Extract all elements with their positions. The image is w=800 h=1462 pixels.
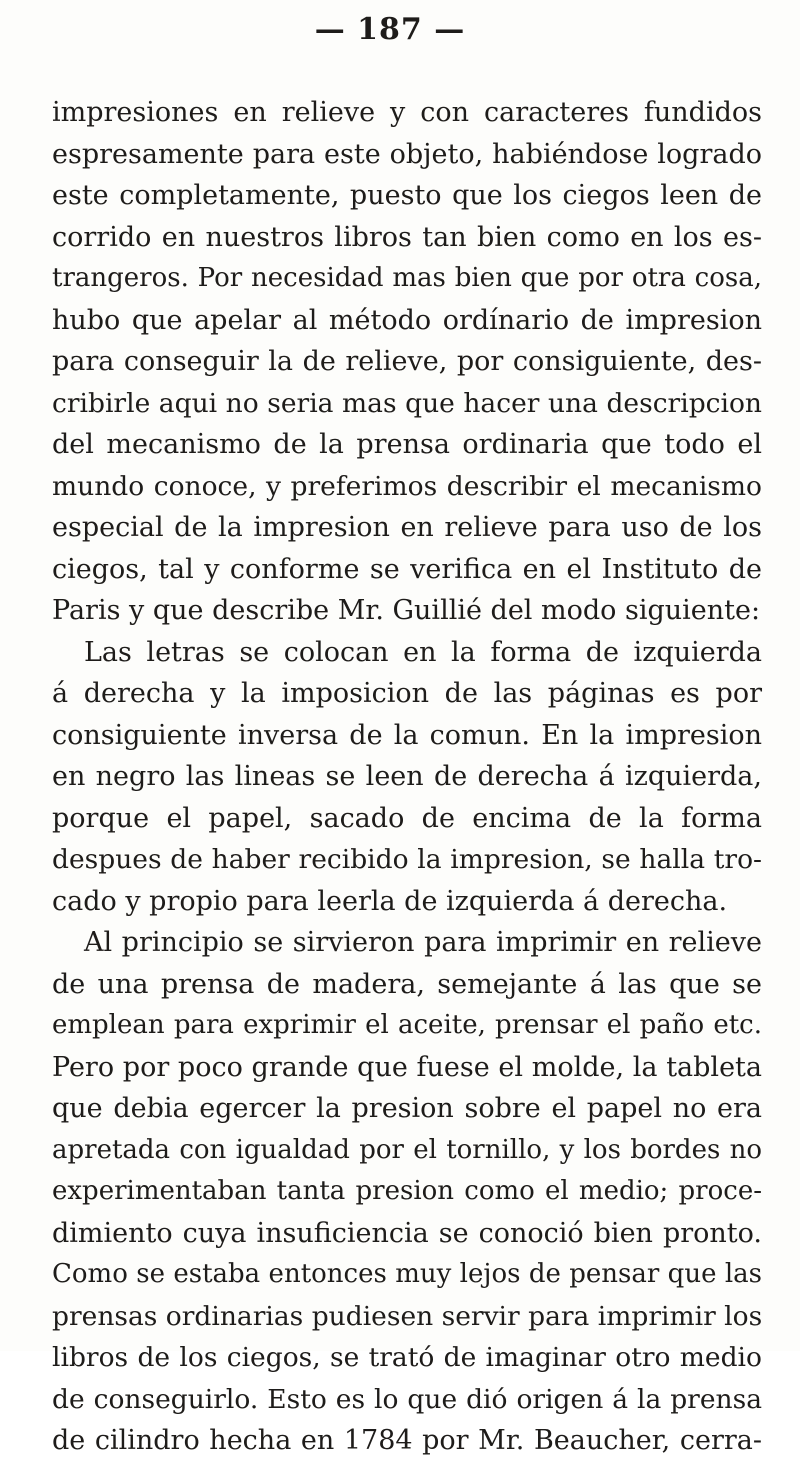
text-line: hubo que apelar al método ordínario de impresion <box>52 304 762 336</box>
text-line: libros de los ciegos, se trató de imaginar otro medio <box>52 1342 762 1373</box>
text-line: de una prensa de madera, semejante á las que se <box>52 968 762 1000</box>
text-line: á derecha y la imposicion de las páginas es por <box>52 678 762 709</box>
paragraph-start-line: Al principio se sirvieron para imprimir en relieve <box>84 927 762 958</box>
text-line: prensas ordinarias pudiesen servir para imprimir los <box>52 1300 763 1332</box>
text-line: trangeros. Por necesidad mas bien que por otra cosa, <box>52 263 762 293</box>
text-line: mundo conoce, y preferimos describir el mecanismo <box>52 470 762 502</box>
text-line: experimentaban tanta presion como el medio; proce- <box>52 1176 762 1206</box>
text-line: Paris y que describe Mr. Guillié del modo siguiente: <box>52 595 761 626</box>
page-number: — 187 — <box>314 12 466 47</box>
text-line: cado y propio para leerla de izquierda á derecha. <box>52 885 728 917</box>
text-line: especial de la impresion en relieve para uso de los <box>52 512 762 543</box>
text-line: Como se estaba entonces muy lejos de pensar que las <box>52 1259 762 1289</box>
text-line: en negro las lineas se leen de derecha á izquierda, <box>52 761 762 792</box>
text-line: consiguiente inversa de la comun. En la impresion <box>52 719 762 751</box>
text-line: Pero por poco grande que fuese el molde, la tableta <box>52 1051 762 1083</box>
text-line: apretada con igualdad por el tornillo, y los bordes no <box>52 1134 762 1165</box>
text-line: que debia egercer la presion sobre el papel no era <box>52 1093 762 1124</box>
text-line: de conseguirlo. Esto es lo que dió origen á la prensa <box>52 1383 762 1415</box>
text-line: para conseguir la de relieve, por consiguiente, des- <box>52 346 762 377</box>
text-line: despues de haber recibido la impresion, se halla tro- <box>52 844 762 875</box>
text-line: ciegos, tal y conforme se verifica en el Instituto de <box>52 553 762 585</box>
text-line: cribirle aqui no seria mas que hacer una descripcion <box>52 387 762 419</box>
body-text <box>52 92 762 1462</box>
text-line: dimiento cuya insuficiencia se conoció bien pronto. <box>52 1217 762 1249</box>
text-line: emplean para exprimir el aceite, prensar el paño etc. <box>52 1010 762 1040</box>
text-line: impresiones en relieve y con caracteres fundidos <box>52 97 762 128</box>
text-line: corrido en nuestros libros tan bien como en los es- <box>52 221 762 253</box>
text-line: este completamente, puesto que los ciegos leen de <box>52 180 762 211</box>
text-line: de cilindro hecha en 1784 por Mr. Beaucher, cerra- <box>52 1425 762 1456</box>
paragraph-start-line: Las letras se colocan en la forma de izquierda <box>84 636 762 668</box>
text-line: del mecanismo de la prensa ordinaria que todo el <box>52 429 762 460</box>
text-line: espresamente para este objeto, habiéndose logrado <box>52 138 762 170</box>
text-line: porque el papel, sacado de encima de la forma <box>52 802 762 834</box>
